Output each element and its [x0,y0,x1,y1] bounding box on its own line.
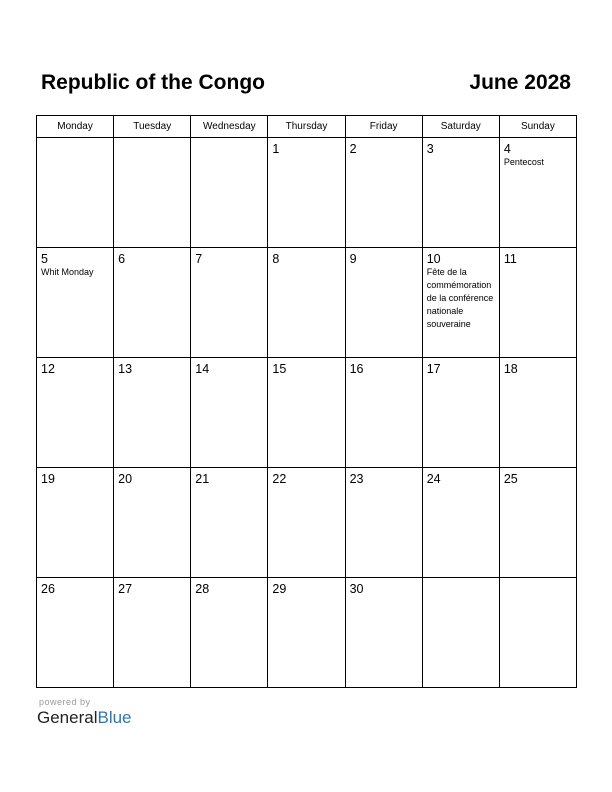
day-cell [37,138,114,248]
day-cell [114,468,191,578]
day-cell [345,248,422,358]
day-cell [422,248,499,358]
day-cell [37,468,114,578]
day-number: 14 [195,362,210,376]
day-number: 11 [503,252,517,266]
day-cell [191,468,268,578]
day-cell [268,358,345,468]
day-cell [345,578,422,688]
day-number: 7 [195,252,203,266]
day-number: 30 [349,582,364,596]
day-number: 1 [272,142,280,156]
day-cell [345,358,422,468]
week-row [37,578,577,688]
day-cell [191,578,268,688]
day-number: 28 [195,582,210,596]
day-number: 10 [426,252,441,266]
day-cell [268,138,345,248]
day-number: 24 [426,472,441,486]
day-number: 26 [41,582,55,596]
day-number: 21 [195,472,210,486]
day-number: 19 [41,472,55,486]
day-number: 29 [272,582,287,596]
day-number: 2 [349,142,357,156]
weekday-saturday: Saturday [422,116,499,138]
day-cell [422,358,499,468]
weekday-monday: Monday [37,116,114,138]
week-row [37,138,577,248]
weekday-header-row [37,116,577,138]
day-cell [422,138,499,248]
day-cell [268,468,345,578]
day-cell [37,248,114,358]
day-number: 9 [349,252,357,266]
day-cell [422,468,499,578]
day-number: 15 [272,362,287,376]
day-cell [499,468,576,578]
day-cell [114,358,191,468]
day-cell [499,358,576,468]
holiday-label: Fête de la commémoration de la conférence nationale souveraine [426,267,494,329]
day-number: 6 [118,252,126,266]
day-number: 16 [349,362,364,376]
day-cell [191,248,268,358]
day-cell [191,138,268,248]
powered-by-label: powered by [39,697,91,707]
day-number: 17 [426,362,441,376]
week-row [37,468,577,578]
calendar-grid [36,115,577,688]
week-row [37,358,577,468]
weekday-thursday: Thursday [268,116,345,138]
day-number: 5 [41,252,48,266]
day-number: 22 [272,472,287,486]
day-cell [268,578,345,688]
weekday-sunday: Sunday [499,116,576,138]
brand-general-text: General [37,708,98,727]
generalblue-logo[interactable] [37,708,132,728]
day-cell [345,468,422,578]
day-cell [191,358,268,468]
day-number: 8 [272,252,280,266]
day-cell [499,578,576,688]
day-cell [345,138,422,248]
day-number: 27 [118,582,133,596]
day-number: 4 [503,142,511,156]
weekday-wednesday: Wednesday [191,116,268,138]
day-number: 25 [503,472,518,486]
day-number: 3 [426,142,434,156]
day-cell [499,138,576,248]
holiday-label: Whit Monday [41,267,94,277]
day-cell [37,578,114,688]
day-number: 23 [349,472,364,486]
calendar-country-title: Republic of the Congo [41,71,265,94]
day-cell [114,578,191,688]
day-cell [37,358,114,468]
week-row [37,248,577,358]
day-number: 13 [118,362,133,376]
day-cell [422,578,499,688]
day-cell [114,248,191,358]
day-number: 18 [503,362,518,376]
weekday-friday: Friday [345,116,422,138]
weekday-tuesday: Tuesday [114,116,191,138]
calendar-month-title: June 2028 [469,71,571,94]
brand-blue-text: Blue [97,708,132,727]
day-cell [268,248,345,358]
day-number: 20 [118,472,133,486]
day-cell [114,138,191,248]
day-cell [499,248,576,358]
holiday-label: Pentecost [503,157,544,167]
day-number: 12 [41,362,55,376]
